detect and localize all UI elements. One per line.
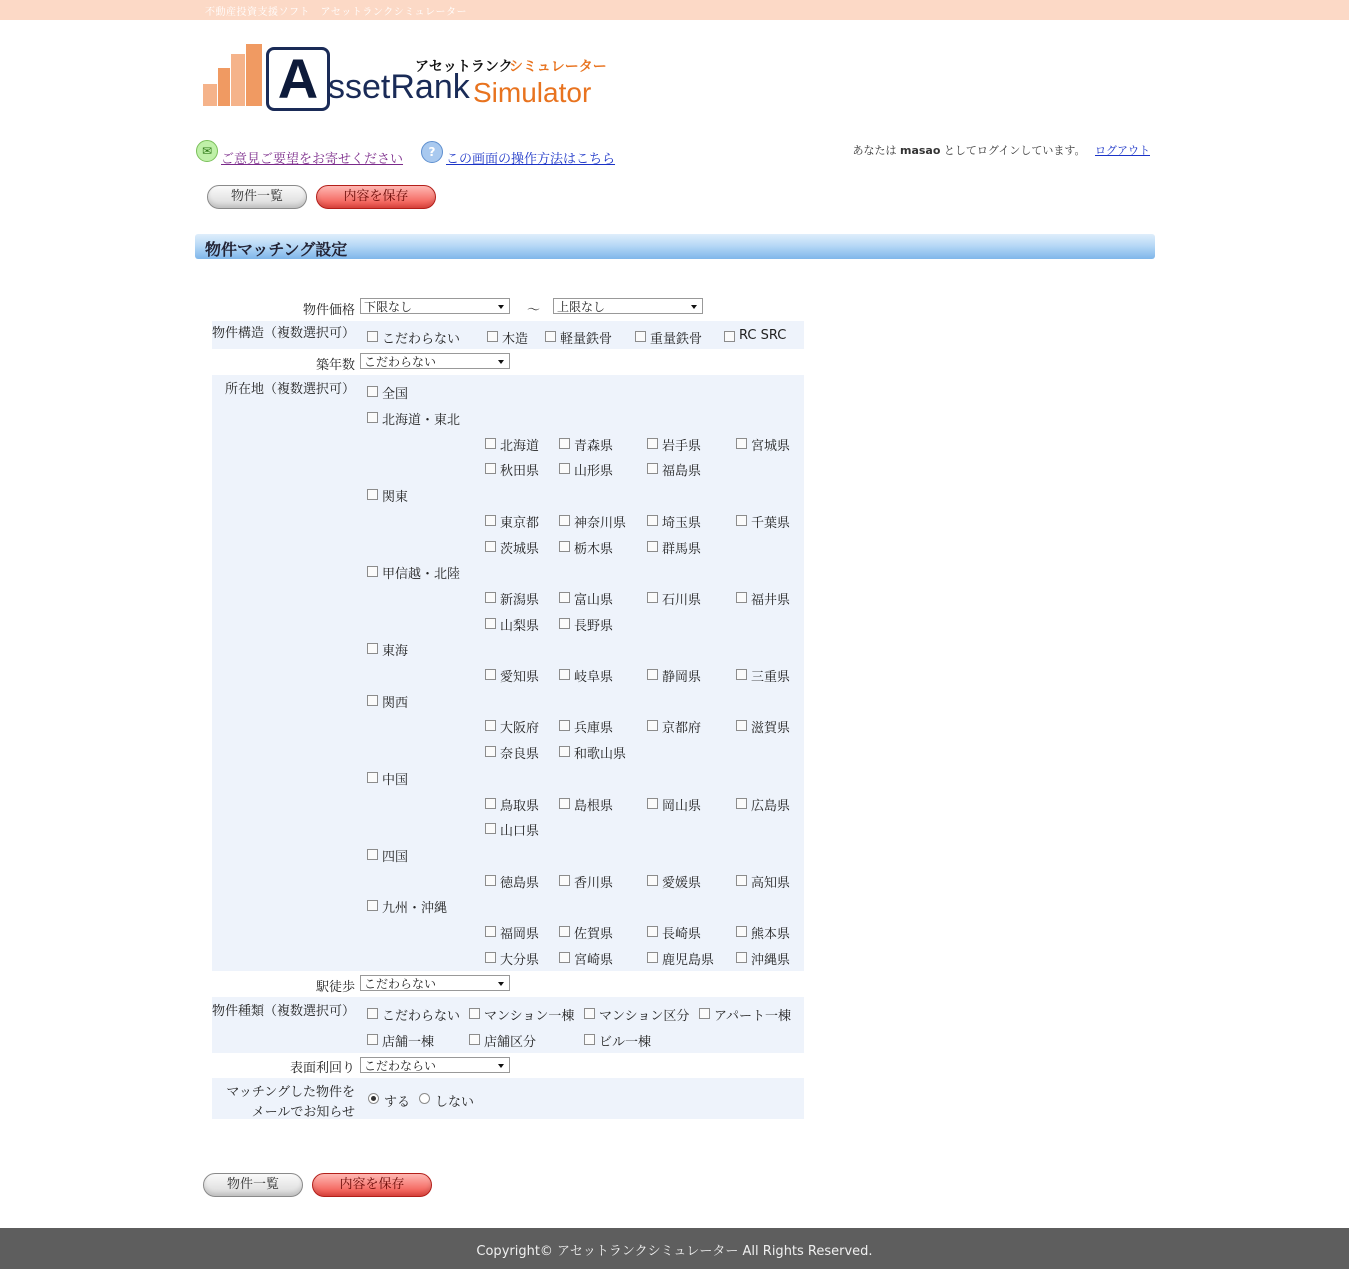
- pref-1-3-checkbox[interactable]: [736, 515, 747, 526]
- logo-jp-asset: アセットランク: [415, 59, 513, 75]
- login-prefix: あなたは: [852, 144, 897, 157]
- pref-7-6-label: 鹿児島県: [662, 952, 715, 968]
- footer: [0, 1228, 1349, 1269]
- pref-3-0-label: 愛知県: [500, 670, 540, 685]
- pref-4-4-label: 奈良県: [500, 747, 540, 763]
- type-option-4-label: 店舗一棟: [382, 1035, 435, 1050]
- price-min-select[interactable]: [360, 298, 510, 314]
- pref-0-5-checkbox[interactable]: [559, 463, 570, 474]
- structure-option-1-label: 木造: [502, 332, 529, 347]
- yield-label: 表面利回り: [289, 1061, 355, 1076]
- login-user: masao: [900, 144, 941, 157]
- type-option-4-checkbox[interactable]: [367, 1034, 378, 1045]
- pref-3-2-label: 静岡県: [662, 670, 702, 685]
- pref-0-3-checkbox[interactable]: [736, 438, 747, 449]
- pref-3-1-checkbox[interactable]: [559, 669, 570, 680]
- pref-5-0-checkbox[interactable]: [485, 798, 496, 809]
- type-option-1-checkbox[interactable]: [469, 1008, 480, 1019]
- structure-option-2-label: 軽量鉄骨: [560, 332, 613, 347]
- walk-select-value: こだわらない: [364, 977, 437, 991]
- yield-select[interactable]: [360, 1057, 510, 1073]
- type-option-2-label: マンション区分: [599, 1009, 690, 1024]
- pref-5-4-label: 山口県: [500, 824, 540, 840]
- location-label: 所在地（複数選択可）: [224, 382, 355, 397]
- pref-0-5-label: 山形県: [574, 464, 614, 480]
- region-1-label: 関東: [382, 490, 409, 506]
- pref-5-4-checkbox[interactable]: [485, 823, 496, 834]
- pref-3-1-label: 岐阜県: [574, 670, 614, 685]
- property-list-button-top[interactable]: 物件一覧: [207, 185, 307, 209]
- region-6-checkbox[interactable]: [367, 849, 378, 860]
- section-header: [195, 234, 1155, 259]
- pref-7-7-label: 沖縄県: [751, 952, 791, 968]
- help-icon[interactable]: ?: [421, 141, 443, 163]
- price-tilde: ～: [527, 303, 541, 318]
- logo-word-simulator: Simulator: [473, 77, 592, 108]
- region-7-label: 九州・沖縄: [382, 901, 448, 917]
- type-option-1-label: マンション一棟: [484, 1009, 575, 1024]
- feedback-link[interactable]: ご意見ご要望をお寄せください: [221, 152, 404, 167]
- pref-1-1-label: 神奈川県: [574, 515, 627, 531]
- logo: [203, 44, 623, 114]
- save-button-bottom[interactable]: 内容を保存: [312, 1173, 432, 1197]
- pref-6-0-label: 徳島県: [500, 875, 540, 891]
- type-option-0-label: こだわらない: [382, 1009, 461, 1024]
- pref-1-5-label: 栃木県: [574, 541, 614, 557]
- pref-5-3-label: 広島県: [751, 798, 791, 814]
- pref-0-3-label: 宮城県: [751, 438, 791, 454]
- pref-1-4-label: 茨城県: [500, 541, 540, 557]
- property-list-button-bottom[interactable]: 物件一覧: [203, 1173, 303, 1197]
- pref-4-2-label: 京都府: [662, 721, 702, 737]
- structure-option-3-label: 重量鉄骨: [650, 332, 703, 347]
- pref-3-0-checkbox[interactable]: [485, 669, 496, 680]
- copyright: Copyright© アセットランクシミュレーター All Rights Reserved.: [476, 1244, 873, 1259]
- type-option-0-checkbox[interactable]: [367, 1008, 378, 1019]
- chevron-down-icon: [498, 360, 504, 364]
- notify-no-radio[interactable]: [419, 1093, 430, 1104]
- region-0-checkbox[interactable]: [367, 412, 378, 423]
- pref-6-2-label: 愛媛県: [662, 875, 702, 891]
- pref-1-3-label: 千葉県: [751, 515, 791, 531]
- type-option-5-label: 店舗区分: [484, 1035, 537, 1050]
- tagline: 不動産投資支援ソフト アセットランクシミュレーター: [205, 7, 467, 18]
- pref-6-2-checkbox[interactable]: [647, 875, 658, 886]
- pref-0-2-checkbox[interactable]: [647, 438, 658, 449]
- age-label: 築年数: [315, 358, 355, 373]
- type-option-2-checkbox[interactable]: [584, 1008, 595, 1019]
- pref-7-1-checkbox[interactable]: [559, 926, 570, 937]
- pref-0-4-checkbox[interactable]: [485, 463, 496, 474]
- pref-6-3-checkbox[interactable]: [736, 875, 747, 886]
- notify-label-1: マッチングした物件を: [226, 1085, 355, 1100]
- structure-option-4-checkbox[interactable]: [724, 331, 735, 342]
- pref-2-5-checkbox[interactable]: [559, 618, 570, 629]
- pref-2-3-checkbox[interactable]: [736, 592, 747, 603]
- pref-0-0-checkbox[interactable]: [485, 438, 496, 449]
- pref-2-1-checkbox[interactable]: [559, 592, 570, 603]
- pref-6-0-checkbox[interactable]: [485, 875, 496, 886]
- pref-0-6-label: 福島県: [662, 464, 702, 480]
- pref-5-3-checkbox[interactable]: [736, 798, 747, 809]
- pref-2-2-checkbox[interactable]: [647, 592, 658, 603]
- pref-2-3-label: 福井県: [751, 592, 791, 608]
- section-title: 物件マッチング設定: [205, 240, 348, 259]
- pref-4-0-checkbox[interactable]: [485, 720, 496, 731]
- notify-no-label: しない: [435, 1095, 475, 1110]
- pref-1-2-checkbox[interactable]: [647, 515, 658, 526]
- pref-5-0-label: 鳥取県: [500, 798, 540, 814]
- notify-yes-label: する: [384, 1095, 411, 1110]
- pref-1-4-checkbox[interactable]: [485, 541, 496, 552]
- pref-2-0-checkbox[interactable]: [485, 592, 496, 603]
- pref-0-6-checkbox[interactable]: [647, 463, 658, 474]
- pref-0-1-label: 青森県: [574, 438, 614, 454]
- type-option-5-checkbox[interactable]: [469, 1034, 480, 1045]
- chevron-down-icon: [691, 305, 697, 309]
- logo-building-3: [231, 54, 245, 106]
- region-4-label: 関西: [382, 695, 409, 711]
- top-bar: [0, 0, 1349, 20]
- structure-option-0-label: こだわらない: [382, 332, 461, 347]
- pref-4-1-checkbox[interactable]: [559, 720, 570, 731]
- pref-7-7-checkbox[interactable]: [736, 952, 747, 963]
- logo-building-1: [203, 84, 217, 106]
- region-1-checkbox[interactable]: [367, 489, 378, 500]
- pref-7-4-checkbox[interactable]: [485, 952, 496, 963]
- chevron-down-icon: [498, 982, 504, 986]
- login-info: [853, 142, 1151, 158]
- structure-option-2-checkbox[interactable]: [545, 331, 556, 342]
- logo-word-assetrank: ssetRank: [328, 68, 470, 106]
- structure-option-0-checkbox[interactable]: [367, 331, 378, 342]
- pref-2-1-label: 富山県: [574, 592, 614, 608]
- location-all-checkbox[interactable]: [367, 386, 378, 397]
- pref-5-2-label: 岡山県: [662, 798, 702, 814]
- pref-7-6-checkbox[interactable]: [647, 952, 658, 963]
- mail-icon[interactable]: ✉: [196, 140, 218, 162]
- pref-3-3-checkbox[interactable]: [736, 669, 747, 680]
- price-label: 物件価格: [302, 303, 355, 318]
- pref-4-4-checkbox[interactable]: [485, 746, 496, 757]
- age-select[interactable]: [360, 353, 510, 369]
- pref-3-2-checkbox[interactable]: [647, 669, 658, 680]
- pref-1-1-checkbox[interactable]: [559, 515, 570, 526]
- pref-2-5-label: 長野県: [574, 618, 614, 634]
- type-option-3-label: アパート一棟: [714, 1009, 791, 1024]
- pref-6-3-label: 高知県: [751, 875, 791, 891]
- price-max-select-value: 上限なし: [557, 300, 606, 314]
- pref-1-6-checkbox[interactable]: [647, 541, 658, 552]
- pref-4-0-label: 大阪府: [500, 721, 540, 737]
- login-suffix: としてログインしています。: [943, 144, 1086, 157]
- pref-7-2-checkbox[interactable]: [647, 926, 658, 937]
- region-5-label: 中国: [382, 772, 409, 788]
- structure-option-1-checkbox[interactable]: [487, 331, 498, 342]
- help-link[interactable]: この画面の操作方法はこちら: [446, 152, 616, 167]
- region-7-checkbox[interactable]: [367, 900, 378, 911]
- save-button-top[interactable]: 内容を保存: [316, 185, 436, 209]
- pref-5-1-label: 島根県: [574, 798, 614, 814]
- pref-4-1-label: 兵庫県: [574, 721, 614, 737]
- type-option-6-label: ビル一棟: [599, 1035, 652, 1050]
- pref-2-4-label: 山梨県: [500, 618, 540, 634]
- logout-link[interactable]: ログアウト: [1095, 144, 1150, 157]
- type-label: 物件種類（複数選択可）: [211, 1004, 355, 1019]
- pref-4-5-label: 和歌山県: [574, 747, 627, 763]
- pref-7-4-label: 大分県: [500, 952, 540, 968]
- structure-label: 物件構造（複数選択可）: [211, 326, 355, 341]
- yield-select-value: こだわならい: [364, 1059, 437, 1073]
- pref-5-2-checkbox[interactable]: [647, 798, 658, 809]
- pref-7-3-label: 熊本県: [751, 927, 791, 942]
- pref-4-2-checkbox[interactable]: [647, 720, 658, 731]
- pref-6-1-checkbox[interactable]: [559, 875, 570, 886]
- structure-option-3-checkbox[interactable]: [635, 331, 646, 342]
- logo-letter-a: A: [266, 47, 330, 111]
- pref-4-5-checkbox[interactable]: [559, 746, 570, 757]
- price-max-select[interactable]: [553, 298, 703, 314]
- pref-4-3-label: 滋賀県: [751, 721, 791, 737]
- pref-3-3-label: 三重県: [751, 670, 791, 685]
- region-3-label: 東海: [382, 644, 409, 660]
- pref-0-0-label: 北海道: [500, 438, 540, 454]
- location-all-label: 全国: [382, 387, 409, 402]
- logo-building-2: [218, 68, 230, 106]
- logo-building-4: [246, 44, 262, 106]
- pref-7-2-label: 長崎県: [662, 927, 702, 942]
- region-2-checkbox[interactable]: [367, 566, 378, 577]
- region-6-label: 四国: [382, 849, 409, 865]
- chevron-down-icon: [498, 1064, 504, 1068]
- notify-yes-radio[interactable]: [368, 1093, 379, 1104]
- walk-select[interactable]: [360, 975, 510, 991]
- pref-2-2-label: 石川県: [662, 592, 702, 608]
- pref-0-4-label: 秋田県: [500, 464, 540, 480]
- pref-1-0-checkbox[interactable]: [485, 515, 496, 526]
- pref-7-5-label: 宮崎県: [574, 952, 614, 968]
- pref-7-0-label: 福岡県: [500, 927, 540, 942]
- pref-7-1-label: 佐賀県: [574, 927, 614, 942]
- pref-1-0-label: 東京都: [500, 515, 540, 531]
- structure-option-4-label: RC SRC: [739, 328, 787, 343]
- walk-label: 駅徒歩: [315, 980, 355, 995]
- pref-0-2-label: 岩手県: [662, 438, 702, 454]
- notify-label-2: メールでお知らせ: [251, 1105, 355, 1120]
- pref-6-1-label: 香川県: [574, 875, 614, 891]
- type-option-3-checkbox[interactable]: [699, 1008, 710, 1019]
- region-5-checkbox[interactable]: [367, 772, 378, 783]
- region-3-checkbox[interactable]: [367, 643, 378, 654]
- region-2-label: 甲信越・北陸: [382, 567, 461, 583]
- price-min-select-value: 下限なし: [364, 300, 413, 314]
- pref-4-3-checkbox[interactable]: [736, 720, 747, 731]
- pref-0-1-checkbox[interactable]: [559, 438, 570, 449]
- pref-7-5-checkbox[interactable]: [559, 952, 570, 963]
- pref-2-0-label: 新潟県: [500, 592, 540, 608]
- pref-7-0-checkbox[interactable]: [485, 926, 496, 937]
- pref-5-1-checkbox[interactable]: [559, 798, 570, 809]
- type-option-6-checkbox[interactable]: [584, 1034, 595, 1045]
- pref-1-2-label: 埼玉県: [662, 515, 702, 531]
- pref-1-6-label: 群馬県: [662, 541, 702, 557]
- pref-1-5-checkbox[interactable]: [559, 541, 570, 552]
- region-4-checkbox[interactable]: [367, 695, 378, 706]
- region-0-label: 北海道・東北: [382, 413, 461, 428]
- pref-2-4-checkbox[interactable]: [485, 618, 496, 629]
- logo-jp-sim: シミュレーター: [509, 59, 607, 75]
- age-select-value: こだわらない: [364, 355, 437, 369]
- chevron-down-icon: [498, 305, 504, 309]
- pref-7-3-checkbox[interactable]: [736, 926, 747, 937]
